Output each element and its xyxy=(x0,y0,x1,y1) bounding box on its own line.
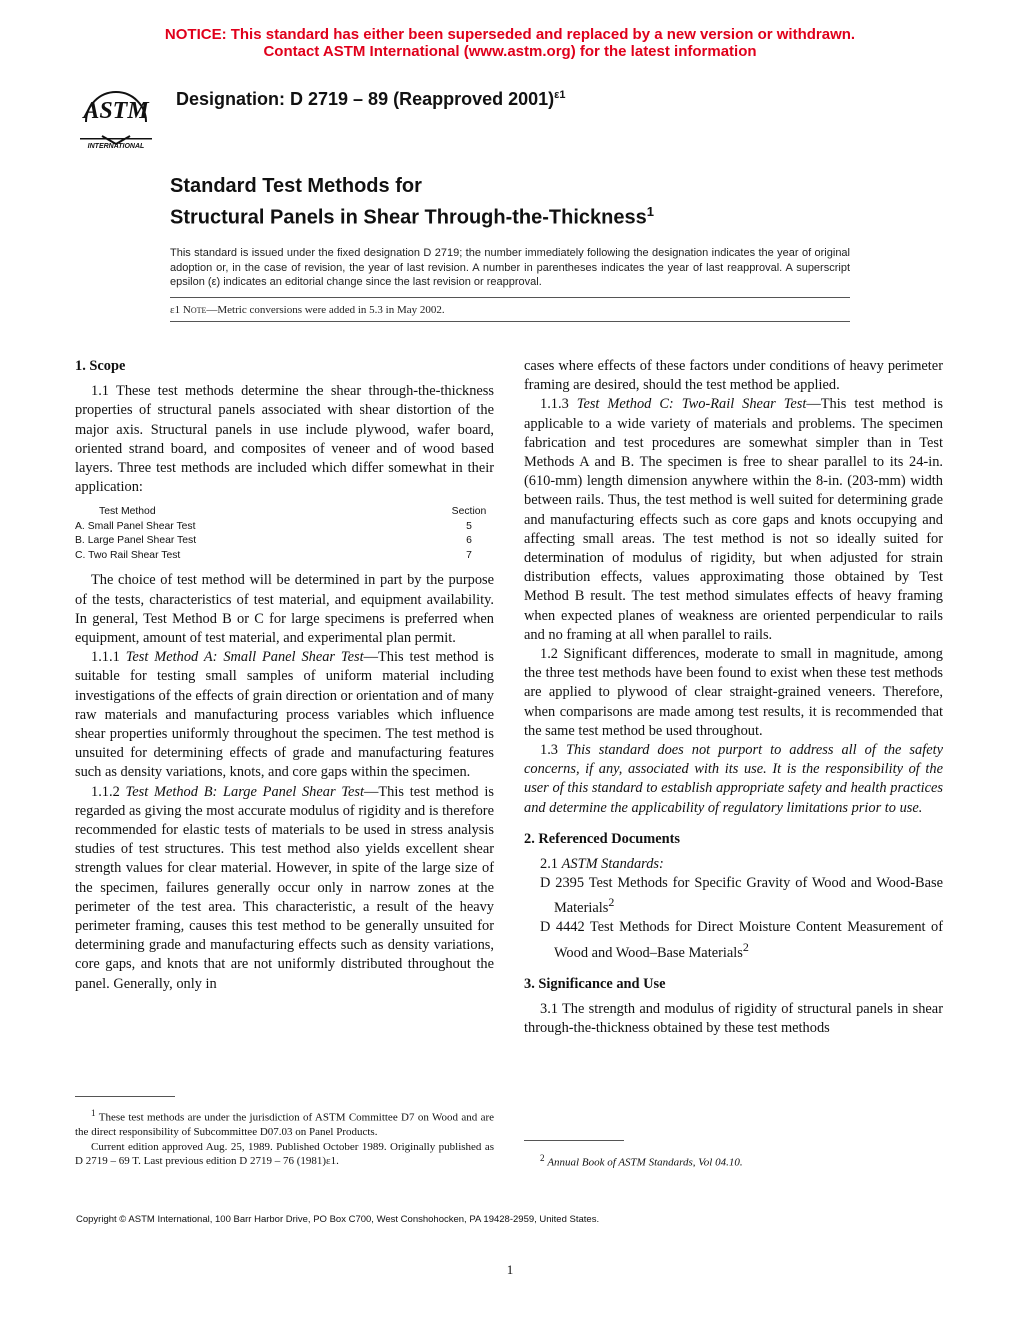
title-line-2: Structural Panels in Shear Through-the-Thickness xyxy=(170,206,647,229)
row-method: C. Two Rail Shear Test xyxy=(75,549,181,561)
epsilon-mark: ε1 xyxy=(170,304,181,316)
p13-text: This standard does not purport to address all of the safety concerns, if any, associated with its use. It is the responsibility of the user of this standard to establish appropriate safety and health practices and determine the applicability of regulatory limitations prior to use. xyxy=(524,742,943,816)
paragraph-3-1: 3.1 The strength and modulus of rigidity of structural panels in shear through-the-thickness obtained by these test methods xyxy=(524,1000,943,1037)
title-line-1: Standard Test Methods for xyxy=(170,175,422,197)
row-section: 6 xyxy=(466,535,472,547)
p112-title: Test Method B: Large Panel Shear Test xyxy=(125,783,364,800)
notice-line-1: NOTICE: This standard has either been superseded and replaced by a new version or withdrawn. xyxy=(164,26,856,43)
logo-text: ASTM xyxy=(83,98,149,124)
footnote-2 xyxy=(524,1151,943,1170)
paragraph-continued: cases where effects of these factors under conditions of heavy perimeter framing are desired, should the test method be applied. xyxy=(524,358,943,394)
p13-num: 1.3 xyxy=(540,742,558,759)
referenced-documents-heading: 2. Referenced Documents xyxy=(524,830,680,847)
p113-text: —This test method is applicable to a wide variety of materials and problems. The specimen fabrication and test procedures are somewhat simpler than in Test Methods A and B. The specimen is free to shear parallel to its 24-in.(610-mm) length dimension anywhere within the 8-in. (203-mm) width between rails. Thus, the test method is well suited for determining grade and manufacturing effects such as core gaps and knots occupying and affecting small areas. The test method is not so ideally suited for determination of modulus of rigidity, but when adjusted for strain distribution effects, values approximating those obtained by Test Method B result. The test method simulates effects of heavy framing when expected planes of weakness are oriented perpendicular to rails and no framing at all when parallel to rails. xyxy=(524,396,944,643)
significance-heading: 3. Significance and Use xyxy=(524,975,666,992)
p112-text: —This test method is regarded as giving the most accurate modulus of rigidity and is therefore recommended for elastic tests of materials to be used in stress analysis studies of test structures. This test method also yields excellent shear strength values for clear material. However, in spite of the large size of the specimen, failures generally occur only in narrow zones at the perimeter of the test area. This characteristic, a result of the heavy perimeter framing, causes this test method to be generally unsuited for determining grade and manufacturing effects such as density variations, core gaps, and knots that are not uniformly distributed throughout the panel. Generally, only in xyxy=(75,783,494,992)
paragraph-1-1-2 xyxy=(75,783,494,994)
fn2-mark: 2 xyxy=(540,1153,545,1163)
methods-table-header xyxy=(75,505,494,520)
designation-text: Designation: D 2719 – 89 (Reapproved 2001) xyxy=(176,89,555,109)
footnote-1 xyxy=(75,1106,494,1169)
page-number: 1 xyxy=(506,1262,514,1277)
designation xyxy=(176,89,565,110)
footnote-rule-right xyxy=(524,1140,624,1141)
title-footnote-mark: 1 xyxy=(646,204,654,219)
paragraph-1-1-3 xyxy=(524,395,943,645)
logo-subtext: INTERNATIONAL xyxy=(87,143,145,150)
fn1-mark: 1 xyxy=(91,1108,96,1118)
divider-bottom xyxy=(170,321,850,322)
ref2-text: D 4442 Test Methods for Direct Moisture Content Measurement of Wood and Wood–Base Materials xyxy=(540,919,943,961)
p111-text: —This test method is suitable for testing small samples of uniform material including investigations of the effects of grain direction or orientation and of many raw materials and manufacturing process variables which influence shear properties uniformly throughout the specimen. The test method is unsuited for determining effects of grade and manufacturing features such as density variations, knots, and core gaps within the specimen. xyxy=(75,649,494,781)
epsilon-note-label: Note xyxy=(182,304,207,316)
fn1-text-a: These test methods are under the jurisdiction of ASTM Committee D7 on Wood and are the direct responsibility of Subcommittee D07.03 on Panel Products. xyxy=(75,1111,494,1139)
p21-num: 2.1 xyxy=(540,856,558,873)
methods-table xyxy=(75,505,494,563)
astm-logo xyxy=(76,76,156,150)
p113-num: 1.1.3 xyxy=(540,396,569,413)
designation-epsilon: ε1 xyxy=(554,89,566,101)
p21-title: ASTM Standards: xyxy=(561,856,664,873)
paragraph-1-1-1 xyxy=(75,648,494,782)
table-row xyxy=(75,549,494,564)
copyright-footer: Copyright © ASTM International, 100 Barr Harbor Drive, PO Box C700, West Conshohocken, PA 19428-2959, United States. xyxy=(76,1214,600,1225)
paragraph-1-3 xyxy=(524,741,943,818)
ref1-sup: 2 xyxy=(608,895,615,910)
p111-title: Test Method A: Small Panel Shear Test xyxy=(125,649,364,666)
notice-banner xyxy=(0,26,1020,60)
paragraph-choice: The choice of test method will be determined in part by the purpose of the tests, characteristics of test material, and equipment availability. In general, Test Method B or C for large specimens is preferred when equipment, amount of test material, and experimental plan permit. xyxy=(75,572,494,647)
header-section: Section xyxy=(451,506,487,518)
document-title xyxy=(170,174,654,231)
header-test-method: Test Method xyxy=(99,506,156,518)
reference-d2395 xyxy=(540,874,943,918)
divider-top xyxy=(170,297,850,298)
table-row xyxy=(75,520,494,535)
paragraph-1-2: 1.2 Significant differences, moderate to small in magnitude, among the three test methods have been found to exist when these test methods are applied to plywood of clear straight-grained veneers. Therefore, when comparisons are made among test results, it is recommended that the same test method be used throughout. xyxy=(524,646,943,739)
paragraph-1-1: 1.1 These test methods determine the shear through-the-thickness properties of structural panels associated with shear distortion of the major axis. Structural panels in use include plywood, wafer board, oriented strand board, and composites of veneer and of wood based layers. Three test methods are included which differ somewhat in their application: xyxy=(75,383,494,496)
p113-title: Test Method C: Two-Rail Shear Test xyxy=(576,396,807,413)
right-column xyxy=(524,357,943,1038)
reference-d4442 xyxy=(540,918,943,962)
epsilon-note-text: —Metric conversions were added in 5.3 in May 2002. xyxy=(206,304,445,316)
p112-num: 1.1.2 xyxy=(91,783,120,800)
row-method: B. Large Panel Shear Test xyxy=(75,535,197,547)
table-row xyxy=(75,534,494,549)
ref2-sup: 2 xyxy=(742,939,749,954)
p111-num: 1.1.1 xyxy=(91,649,120,666)
row-section: 7 xyxy=(466,549,472,561)
epsilon-note xyxy=(170,304,445,316)
footnote-rule-left xyxy=(75,1096,175,1097)
paragraph-2-1 xyxy=(524,855,943,874)
issued-note: This standard is issued under the fixed designation D 2719; the number immediately following the designation indicates the year of original adoption or, in the case of revision, the year of last revision. A number in parentheses indicates the year of last reapproval. A superscript epsilon (ε) indicates an editorial change since the last revision or reapproval. xyxy=(170,247,850,288)
row-section: 5 xyxy=(466,520,472,532)
fn1-text-b: Current edition approved Aug. 25, 1989. Published October 1989. Originally published as D 2719 – 69 T. Last previous edition D 2719 – 76 (1981)ε1. xyxy=(75,1140,494,1168)
fn2-text: Annual Book of ASTM Standards, Vol 04.10. xyxy=(547,1156,743,1169)
left-column xyxy=(75,357,494,994)
scope-heading: 1. Scope xyxy=(75,358,126,374)
ref1-text: D 2395 Test Methods for Specific Gravity of Wood and Wood-Base Materials xyxy=(540,875,943,917)
notice-line-2: Contact ASTM International (www.astm.org) for the latest information xyxy=(263,43,757,60)
row-method: A. Small Panel Shear Test xyxy=(75,520,196,532)
